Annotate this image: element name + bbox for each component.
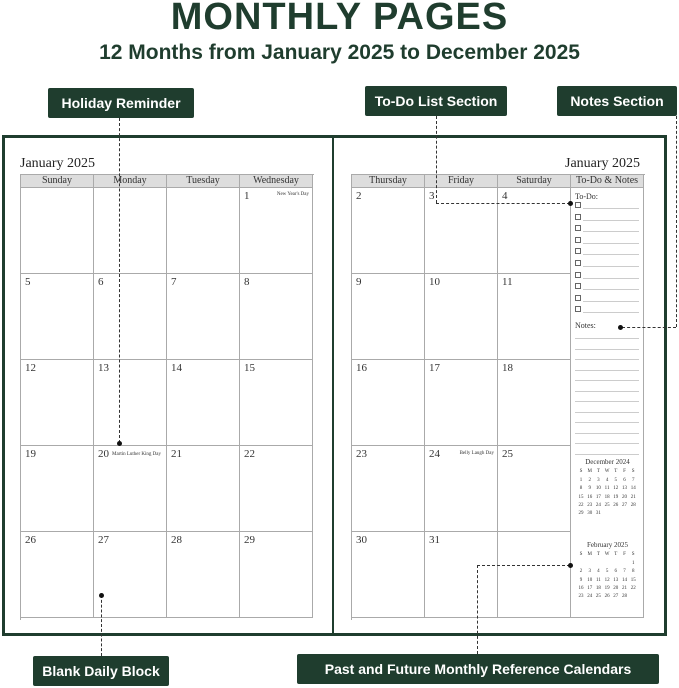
mini-day: 12 xyxy=(613,486,619,492)
mini-day: 6 xyxy=(623,478,626,483)
leader-todo xyxy=(436,116,437,203)
mini-weekday: T xyxy=(596,552,600,557)
day-cell xyxy=(94,446,167,532)
todo-line xyxy=(583,301,639,302)
leader-notes xyxy=(676,116,677,327)
mini-day: 18 xyxy=(595,585,601,591)
callout-todo-list: To-Do List Section xyxy=(365,86,507,116)
mini-day: 31 xyxy=(595,511,601,517)
day-number: 18 xyxy=(502,362,513,374)
notes-line xyxy=(575,370,639,371)
notes-line xyxy=(575,422,639,423)
mini-day: 23 xyxy=(578,594,584,600)
marker-reference xyxy=(568,563,573,568)
leader-blank xyxy=(101,595,102,656)
day-cell xyxy=(94,532,167,618)
mini-day: 13 xyxy=(613,577,619,583)
mini-day: 24 xyxy=(595,502,601,508)
day-number: 8 xyxy=(244,276,250,288)
weekday-header: Thursday xyxy=(352,175,425,188)
mini-weekday: W xyxy=(604,469,610,474)
mini-weekday: F xyxy=(623,552,626,557)
day-number: 5 xyxy=(25,276,31,288)
mini-day: 18 xyxy=(604,494,610,500)
day-cell xyxy=(167,274,240,360)
holiday-label: Belly Laugh Day xyxy=(459,451,494,456)
left-calendar-grid xyxy=(20,174,314,620)
mini-day: 22 xyxy=(578,502,584,508)
mini-calendar-title: December 2024 xyxy=(585,458,630,466)
planner-spine xyxy=(332,138,334,633)
mini-day: 1 xyxy=(631,561,635,566)
mini-day: 22 xyxy=(630,585,636,591)
todo-checkbox xyxy=(575,306,581,312)
day-number: 12 xyxy=(25,362,36,374)
day-cell xyxy=(167,360,240,446)
todo-checkbox xyxy=(575,260,581,266)
todo-checkbox xyxy=(575,237,581,243)
todo-label: To-Do: xyxy=(575,192,598,201)
notes-line xyxy=(575,349,639,350)
notes-line xyxy=(575,380,639,381)
mini-day: 11 xyxy=(604,486,610,492)
day-number: 7 xyxy=(171,276,177,288)
mini-weekday: M xyxy=(587,552,592,557)
mini-day: 29 xyxy=(578,511,584,517)
right-month-title: January 2025 xyxy=(565,156,641,171)
callout-notes: Notes Section xyxy=(557,86,677,116)
page-subtitle: 12 Months from January 2025 to December 2025 xyxy=(99,41,580,64)
mini-day: 26 xyxy=(604,594,610,600)
mini-day: 8 xyxy=(579,486,583,492)
day-cell xyxy=(498,360,571,446)
day-cell xyxy=(352,188,425,274)
day-cell xyxy=(21,360,94,446)
notes-line xyxy=(575,338,639,339)
todo-line xyxy=(583,278,639,279)
day-cell xyxy=(167,446,240,532)
mini-day: 20 xyxy=(613,585,619,591)
weekday-header: Monday xyxy=(94,175,167,188)
day-number: 29 xyxy=(244,534,255,546)
day-cell xyxy=(352,274,425,360)
weekday-header: Wednesday xyxy=(240,175,313,188)
day-cell xyxy=(352,360,425,446)
day-number: 25 xyxy=(502,448,513,460)
day-number: 31 xyxy=(429,534,440,546)
mini-day: 23 xyxy=(587,502,593,508)
mini-day: 19 xyxy=(613,494,619,500)
day-number: 27 xyxy=(98,534,109,546)
day-number: 22 xyxy=(244,448,255,460)
mini-day: 4 xyxy=(597,569,600,575)
mini-day: 3 xyxy=(597,478,600,483)
mini-day: 27 xyxy=(622,502,627,508)
day-cell xyxy=(21,274,94,360)
mini-day: 15 xyxy=(578,494,584,500)
mini-day: 25 xyxy=(595,594,601,600)
todo-line xyxy=(583,312,639,313)
todo-line xyxy=(583,208,639,209)
notes-line xyxy=(575,433,639,434)
mini-day: 13 xyxy=(622,486,627,492)
leader-todo-horizontal xyxy=(436,203,570,204)
leader-holiday xyxy=(119,118,120,443)
mini-day: 7 xyxy=(631,478,635,483)
day-number: 21 xyxy=(171,448,182,460)
day-number: 2 xyxy=(356,190,362,202)
leader-reference xyxy=(477,565,478,654)
day-cell xyxy=(21,446,94,532)
day-number: 4 xyxy=(502,190,508,202)
notes-line xyxy=(575,359,639,360)
mini-day: 20 xyxy=(622,494,627,500)
mini-calendar-title: February 2025 xyxy=(586,541,629,549)
mini-weekday: F xyxy=(623,469,626,474)
day-cell xyxy=(21,532,94,618)
day-cell xyxy=(240,188,313,274)
day-cell xyxy=(167,532,240,618)
mini-day: 21 xyxy=(630,494,636,500)
day-cell xyxy=(425,274,498,360)
todo-line xyxy=(583,254,639,255)
day-number: 20 xyxy=(98,448,109,460)
callout-holiday-reminder: Holiday Reminder xyxy=(48,88,194,118)
mini-day: 19 xyxy=(604,585,610,591)
day-cell xyxy=(498,188,571,274)
todo-checkbox xyxy=(575,202,581,208)
mini-day: 26 xyxy=(613,502,619,508)
todo-line xyxy=(583,266,639,267)
mini-day: 3 xyxy=(588,569,591,575)
mini-weekday: T xyxy=(596,469,600,474)
todo-line xyxy=(583,231,639,232)
day-number: 24 xyxy=(429,448,440,460)
day-cell xyxy=(352,446,425,532)
leader-notes-horizontal xyxy=(622,327,676,328)
todo-checkbox xyxy=(575,248,581,254)
mini-day: 16 xyxy=(578,585,584,591)
todo-line xyxy=(583,289,639,290)
day-number: 13 xyxy=(98,362,109,374)
mini-calendar xyxy=(577,469,637,519)
mini-weekday: W xyxy=(604,552,610,557)
mini-day: 6 xyxy=(614,569,618,575)
mini-day: 28 xyxy=(630,502,636,508)
mini-day: 17 xyxy=(595,494,601,500)
notes-column xyxy=(571,188,644,618)
mini-day: 5 xyxy=(605,569,609,575)
marker-notes xyxy=(618,325,623,330)
day-number: 23 xyxy=(356,448,367,460)
day-cell xyxy=(352,532,425,618)
mini-day: 16 xyxy=(587,494,593,500)
todo-checkbox xyxy=(575,225,581,231)
day-number: 9 xyxy=(356,276,362,288)
mini-day: 27 xyxy=(613,594,619,600)
right-calendar-grid xyxy=(351,174,645,620)
mini-day: 17 xyxy=(587,585,593,591)
day-cell xyxy=(94,188,167,274)
holiday-label: New Year's Day xyxy=(276,192,309,197)
mini-day: 21 xyxy=(622,585,627,591)
marker-holiday xyxy=(117,441,122,446)
weekday-header: Saturday xyxy=(498,175,571,188)
todo-line xyxy=(583,220,639,221)
day-cell xyxy=(425,446,498,532)
mini-day: 7 xyxy=(623,569,626,575)
notes-line xyxy=(575,391,639,392)
day-cell xyxy=(240,446,313,532)
callout-blank-daily-block: Blank Daily Block xyxy=(33,656,169,686)
mini-day: 30 xyxy=(587,511,593,517)
day-number: 17 xyxy=(429,362,440,374)
notes-line xyxy=(575,454,639,455)
day-number: 16 xyxy=(356,362,367,374)
mini-weekday: M xyxy=(587,469,592,474)
mini-day: 24 xyxy=(587,594,593,600)
day-number: 10 xyxy=(429,276,440,288)
callout-reference-calendars: Past and Future Monthly Reference Calendars xyxy=(297,654,659,684)
todo-checkbox xyxy=(575,214,581,220)
day-cell xyxy=(240,274,313,360)
marker-todo xyxy=(568,201,573,206)
left-month-title: January 2025 xyxy=(20,156,96,171)
day-cell xyxy=(21,188,94,274)
mini-day: 5 xyxy=(614,478,618,483)
day-cell xyxy=(240,532,313,618)
day-number: 15 xyxy=(244,362,255,374)
notes-line xyxy=(575,412,639,413)
mini-day: 14 xyxy=(622,577,627,583)
mini-day: 10 xyxy=(587,577,593,583)
mini-day: 12 xyxy=(604,577,610,583)
day-number: 30 xyxy=(356,534,367,546)
day-cell xyxy=(498,274,571,360)
day-number: 28 xyxy=(171,534,182,546)
weekday-header: Tuesday xyxy=(167,175,240,188)
mini-weekday: T xyxy=(614,552,618,557)
mini-day: 11 xyxy=(595,577,601,583)
weekday-header: Friday xyxy=(425,175,498,188)
day-cell xyxy=(425,360,498,446)
day-number: 19 xyxy=(25,448,36,460)
day-cell xyxy=(498,532,571,618)
marker-blank xyxy=(99,593,104,598)
leader-reference-horizontal xyxy=(477,565,570,566)
todo-checkbox xyxy=(575,295,581,301)
mini-weekday: S xyxy=(579,469,583,474)
mini-weekday: T xyxy=(614,469,618,474)
holiday-label: Martin Luther King Day xyxy=(112,452,162,457)
mini-weekday: S xyxy=(631,552,635,557)
day-number: 26 xyxy=(25,534,36,546)
weekday-header: Sunday xyxy=(21,175,94,188)
mini-day: 15 xyxy=(630,577,636,583)
todo-checkbox xyxy=(575,272,581,278)
mini-day: 14 xyxy=(630,486,636,492)
todo-line xyxy=(583,243,639,244)
mini-weekday: S xyxy=(631,469,635,474)
mini-day: 4 xyxy=(605,478,609,483)
day-cell xyxy=(498,446,571,532)
mini-day: 8 xyxy=(631,569,635,575)
mini-day: 2 xyxy=(579,569,583,575)
day-cell xyxy=(94,274,167,360)
notes-label: Notes: xyxy=(575,321,596,330)
notes-line xyxy=(575,401,639,402)
mini-day: 9 xyxy=(579,577,583,583)
mini-day: 28 xyxy=(622,594,627,600)
day-cell xyxy=(425,532,498,618)
todo-checkbox xyxy=(575,283,581,289)
day-number: 1 xyxy=(244,190,250,202)
day-number: 3 xyxy=(429,190,435,202)
mini-weekday: S xyxy=(579,552,583,557)
day-number: 6 xyxy=(98,276,104,288)
mini-day: 9 xyxy=(588,486,591,492)
day-cell xyxy=(94,360,167,446)
day-cell xyxy=(240,360,313,446)
notes-line xyxy=(575,443,639,444)
mini-day: 10 xyxy=(595,486,601,492)
day-cell xyxy=(167,188,240,274)
notes-column-header: To-Do & Notes xyxy=(571,175,644,188)
day-number: 14 xyxy=(171,362,182,374)
mini-calendar xyxy=(577,552,637,602)
mini-day: 2 xyxy=(588,478,591,483)
mini-day: 25 xyxy=(604,502,610,508)
planner-spread xyxy=(2,135,667,636)
mini-day: 1 xyxy=(579,478,583,483)
day-number: 11 xyxy=(502,276,513,288)
page-title: MONTHLY PAGES xyxy=(170,0,509,38)
